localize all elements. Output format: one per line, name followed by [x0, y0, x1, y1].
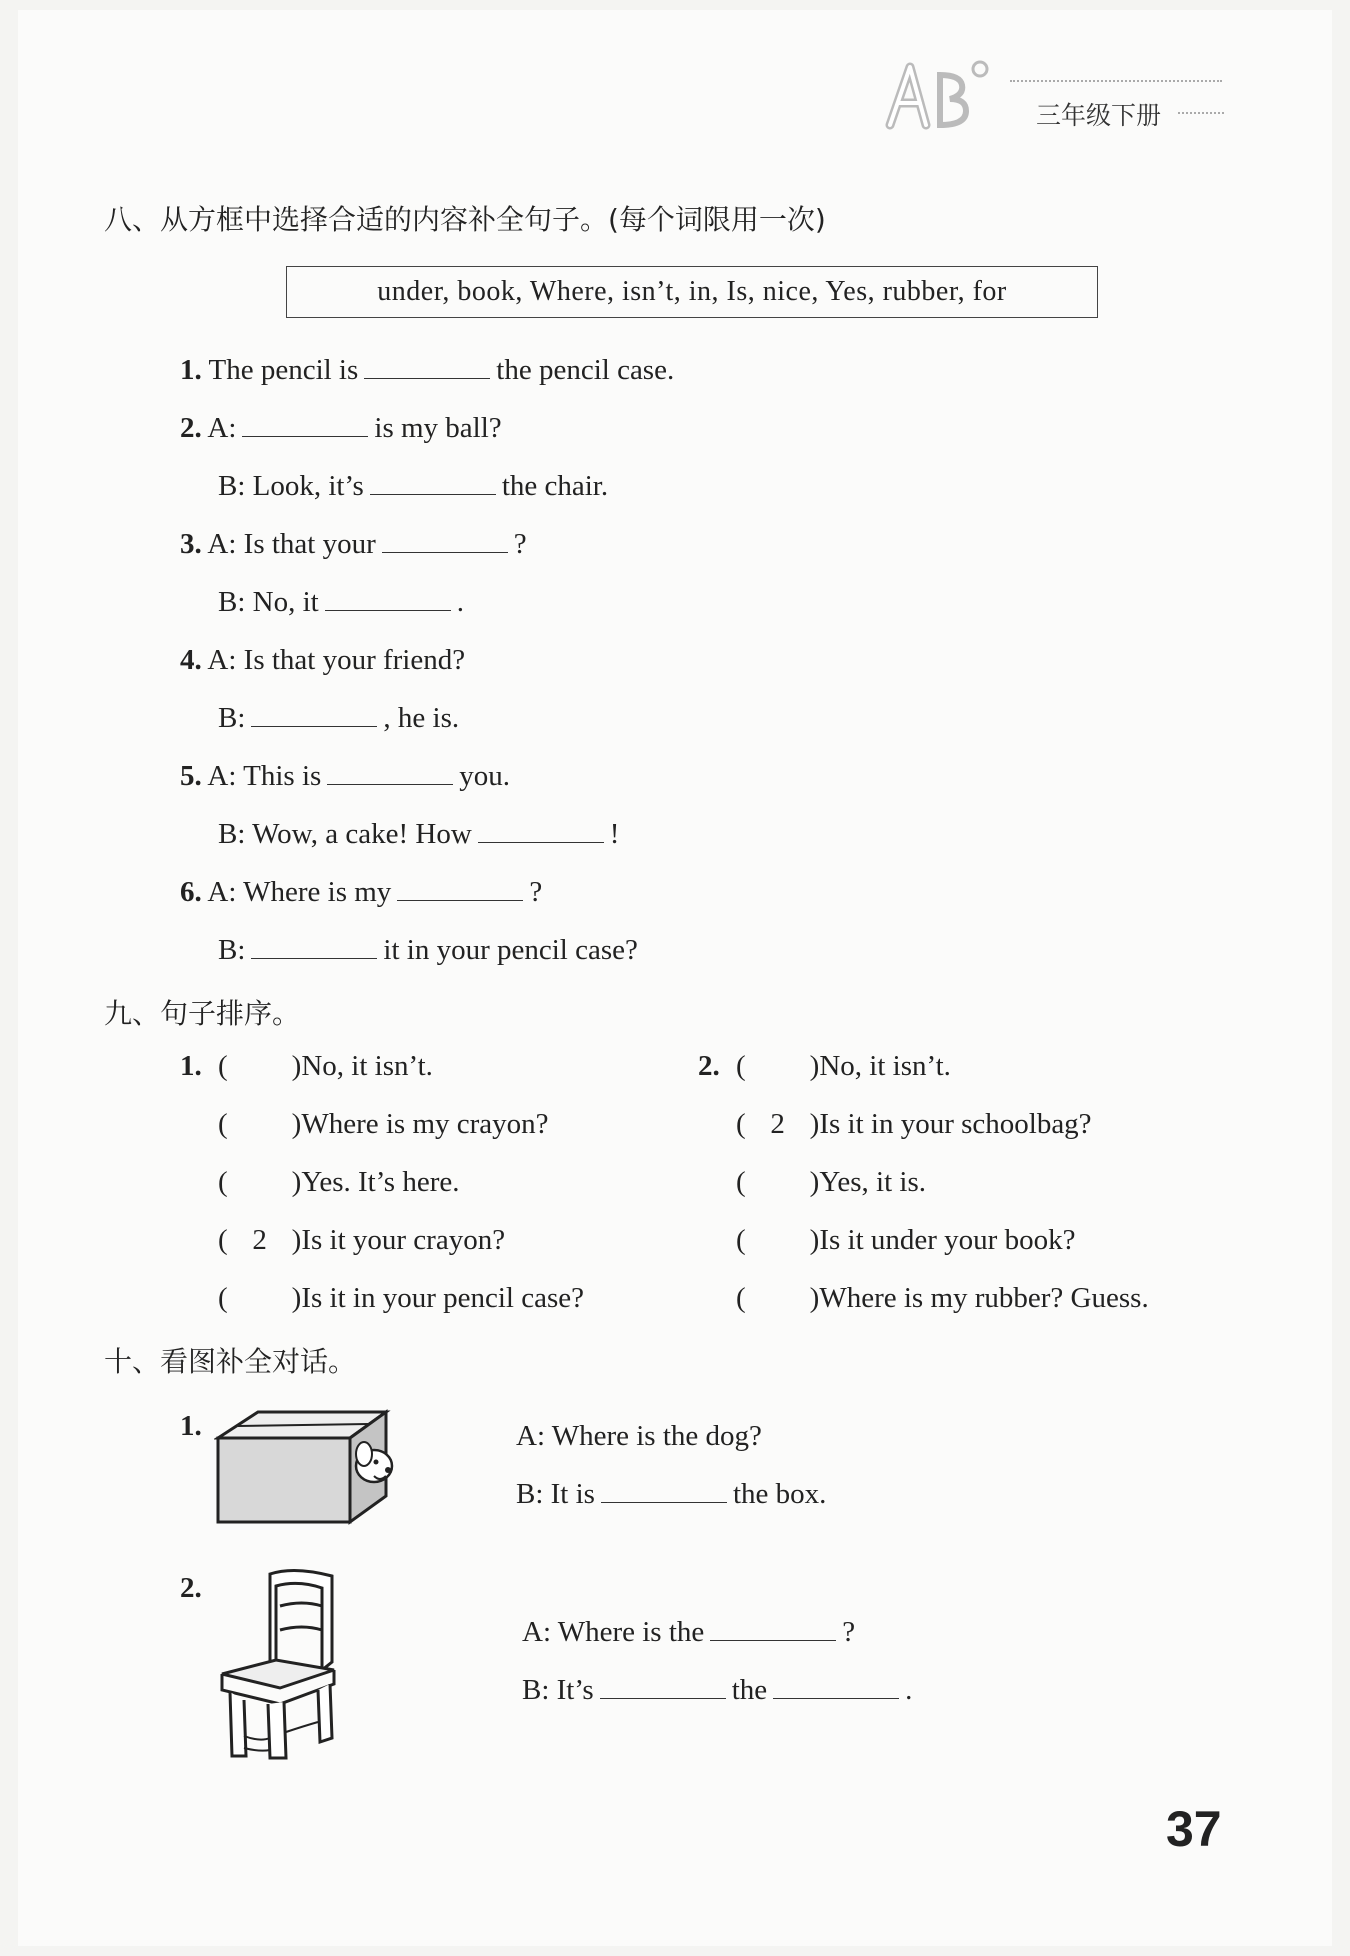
prompt-text: , he is. [383, 702, 460, 734]
prompt-text: you. [459, 760, 511, 792]
q2-line-b [522, 1674, 912, 1707]
s8-item-5-b [218, 818, 619, 851]
prompt-text: A: Where is my [207, 876, 392, 908]
order-answer[interactable]: 2 [252, 1224, 267, 1256]
ordering-row: ( )No, it isn’t. [736, 1050, 951, 1082]
prompt-text: ? [513, 528, 527, 560]
prompt-text: ? [529, 876, 543, 908]
prompt-text: The pencil is [208, 354, 359, 386]
sentence-text: )Is it in your schoolbag? [809, 1108, 1092, 1140]
sentence-text: )Yes. It’s here. [291, 1166, 460, 1198]
s8-item-5 [180, 760, 510, 793]
prompt-text: A: Is that your friend? [207, 644, 466, 676]
header-divider [1178, 112, 1224, 114]
answer-blank[interactable] [600, 1697, 726, 1699]
header-divider [1010, 80, 1222, 82]
prompt-text: . [905, 1674, 913, 1706]
answer-blank[interactable] [397, 899, 523, 901]
s8-item-6 [180, 876, 542, 909]
page-number: 37 [1166, 1801, 1222, 1857]
q1-line-b [516, 1478, 826, 1511]
answer-blank[interactable] [242, 435, 368, 437]
s8-item-6-b [218, 934, 638, 967]
prompt-text: B: It is [516, 1478, 595, 1510]
prompt-text: it in your pencil case? [383, 934, 638, 966]
q2-number: 2. [180, 1572, 202, 1604]
chair-icon [214, 1566, 364, 1762]
prompt-text: the box. [732, 1478, 827, 1510]
answer-blank[interactable] [710, 1639, 836, 1641]
word-box [286, 266, 1098, 318]
answer-blank[interactable] [601, 1501, 727, 1503]
prompt-text: the chair. [501, 470, 609, 502]
ordering-row: ( )Yes. It’s here. [218, 1166, 460, 1198]
item-number: 4. [180, 644, 202, 676]
answer-blank[interactable] [370, 493, 496, 495]
answer-blank[interactable] [251, 957, 377, 959]
prompt-text: ! [609, 818, 620, 850]
s8-item-3-b [218, 586, 464, 619]
box-with-dog-icon [214, 1404, 394, 1532]
prompt-text: B: [218, 934, 246, 966]
ordering-row: ( )Yes, it is. [736, 1166, 926, 1198]
prompt-text: the pencil case. [496, 354, 675, 386]
prompt-text: B: It’s [522, 1674, 594, 1706]
section-10-title: 十、看图补全对话。 [104, 1345, 357, 1378]
prompt-text: B: Wow, a cake! How [218, 818, 472, 850]
ordering-row: ( )Is it under your book? [736, 1224, 1076, 1256]
prompt-text: B: [218, 702, 246, 734]
prompt-text: A: This is [207, 760, 322, 792]
item-number: 5. [180, 760, 202, 792]
grade-label: 三年级下册 [1036, 101, 1162, 130]
sentence-text: )No, it isn’t. [291, 1050, 433, 1082]
prompt-text: A: Is that your [207, 528, 376, 560]
ordering-row: ( )No, it isn’t. [218, 1050, 433, 1082]
s8-item-2 [180, 412, 502, 445]
ordering-row: ( )Where is my crayon? [218, 1108, 549, 1140]
group-2-number: 2. [698, 1050, 720, 1082]
section-8-title: 八、从方框中选择合适的内容补全句子。(每个词限用一次) [104, 203, 826, 236]
answer-blank[interactable] [251, 725, 377, 727]
answer-blank[interactable] [364, 377, 490, 379]
ordering-row: ( 2 )Is it in your schoolbag? [736, 1108, 1092, 1140]
sentence-text: )Where is my crayon? [291, 1108, 549, 1140]
prompt-text: is my ball? [374, 412, 502, 444]
sentence-text: )Is it in your pencil case? [291, 1282, 584, 1314]
prompt-text: the [731, 1674, 768, 1706]
section-9-title: 九、句子排序。 [104, 997, 301, 1030]
order-answer[interactable]: 2 [770, 1108, 785, 1140]
answer-blank[interactable] [382, 551, 508, 553]
sentence-text: )Yes, it is. [809, 1166, 926, 1198]
ordering-row: ( )Where is my rubber? Guess. [736, 1282, 1149, 1314]
prompt-text: B: Look, it’s [218, 470, 364, 502]
prompt-text: . [456, 586, 464, 618]
ab-logo-icon [880, 55, 1000, 135]
sentence-text: )Is it your crayon? [291, 1224, 506, 1256]
sentence-text: )Is it under your book? [809, 1224, 1076, 1256]
answer-blank[interactable] [327, 783, 453, 785]
item-number: 1. [180, 354, 202, 386]
q2-line-a [522, 1616, 855, 1649]
answer-blank[interactable] [325, 609, 451, 611]
group-1-number: 1. [180, 1050, 202, 1082]
prompt-text: A: Where is the [522, 1616, 705, 1648]
sentence-text: )No, it isn’t. [809, 1050, 951, 1082]
word-box-text: under, book, Where, isn’t, in, Is, nice, Yes, rubber, for [377, 276, 1007, 307]
answer-blank[interactable] [478, 841, 604, 843]
s8-item-1 [180, 354, 674, 387]
s8-item-3 [180, 528, 527, 561]
item-number: 6. [180, 876, 202, 908]
ordering-row: ( 2 )Is it your crayon? [218, 1224, 506, 1256]
ordering-row: ( )Is it in your pencil case? [218, 1282, 584, 1314]
prompt-text: ? [842, 1616, 856, 1648]
item-number: 3. [180, 528, 202, 560]
sentence-text: )Where is my rubber? Guess. [809, 1282, 1149, 1314]
s8-item-4 [180, 644, 465, 677]
prompt-text: A: [207, 412, 237, 444]
q1-number: 1. [180, 1410, 202, 1442]
prompt-text: B: No, it [218, 586, 319, 618]
q1-line-a: A: Where is the dog? [516, 1420, 762, 1452]
answer-blank[interactable] [773, 1697, 899, 1699]
s8-item-2-b [218, 470, 608, 503]
item-number: 2. [180, 412, 202, 444]
s8-item-4-b [218, 702, 459, 735]
